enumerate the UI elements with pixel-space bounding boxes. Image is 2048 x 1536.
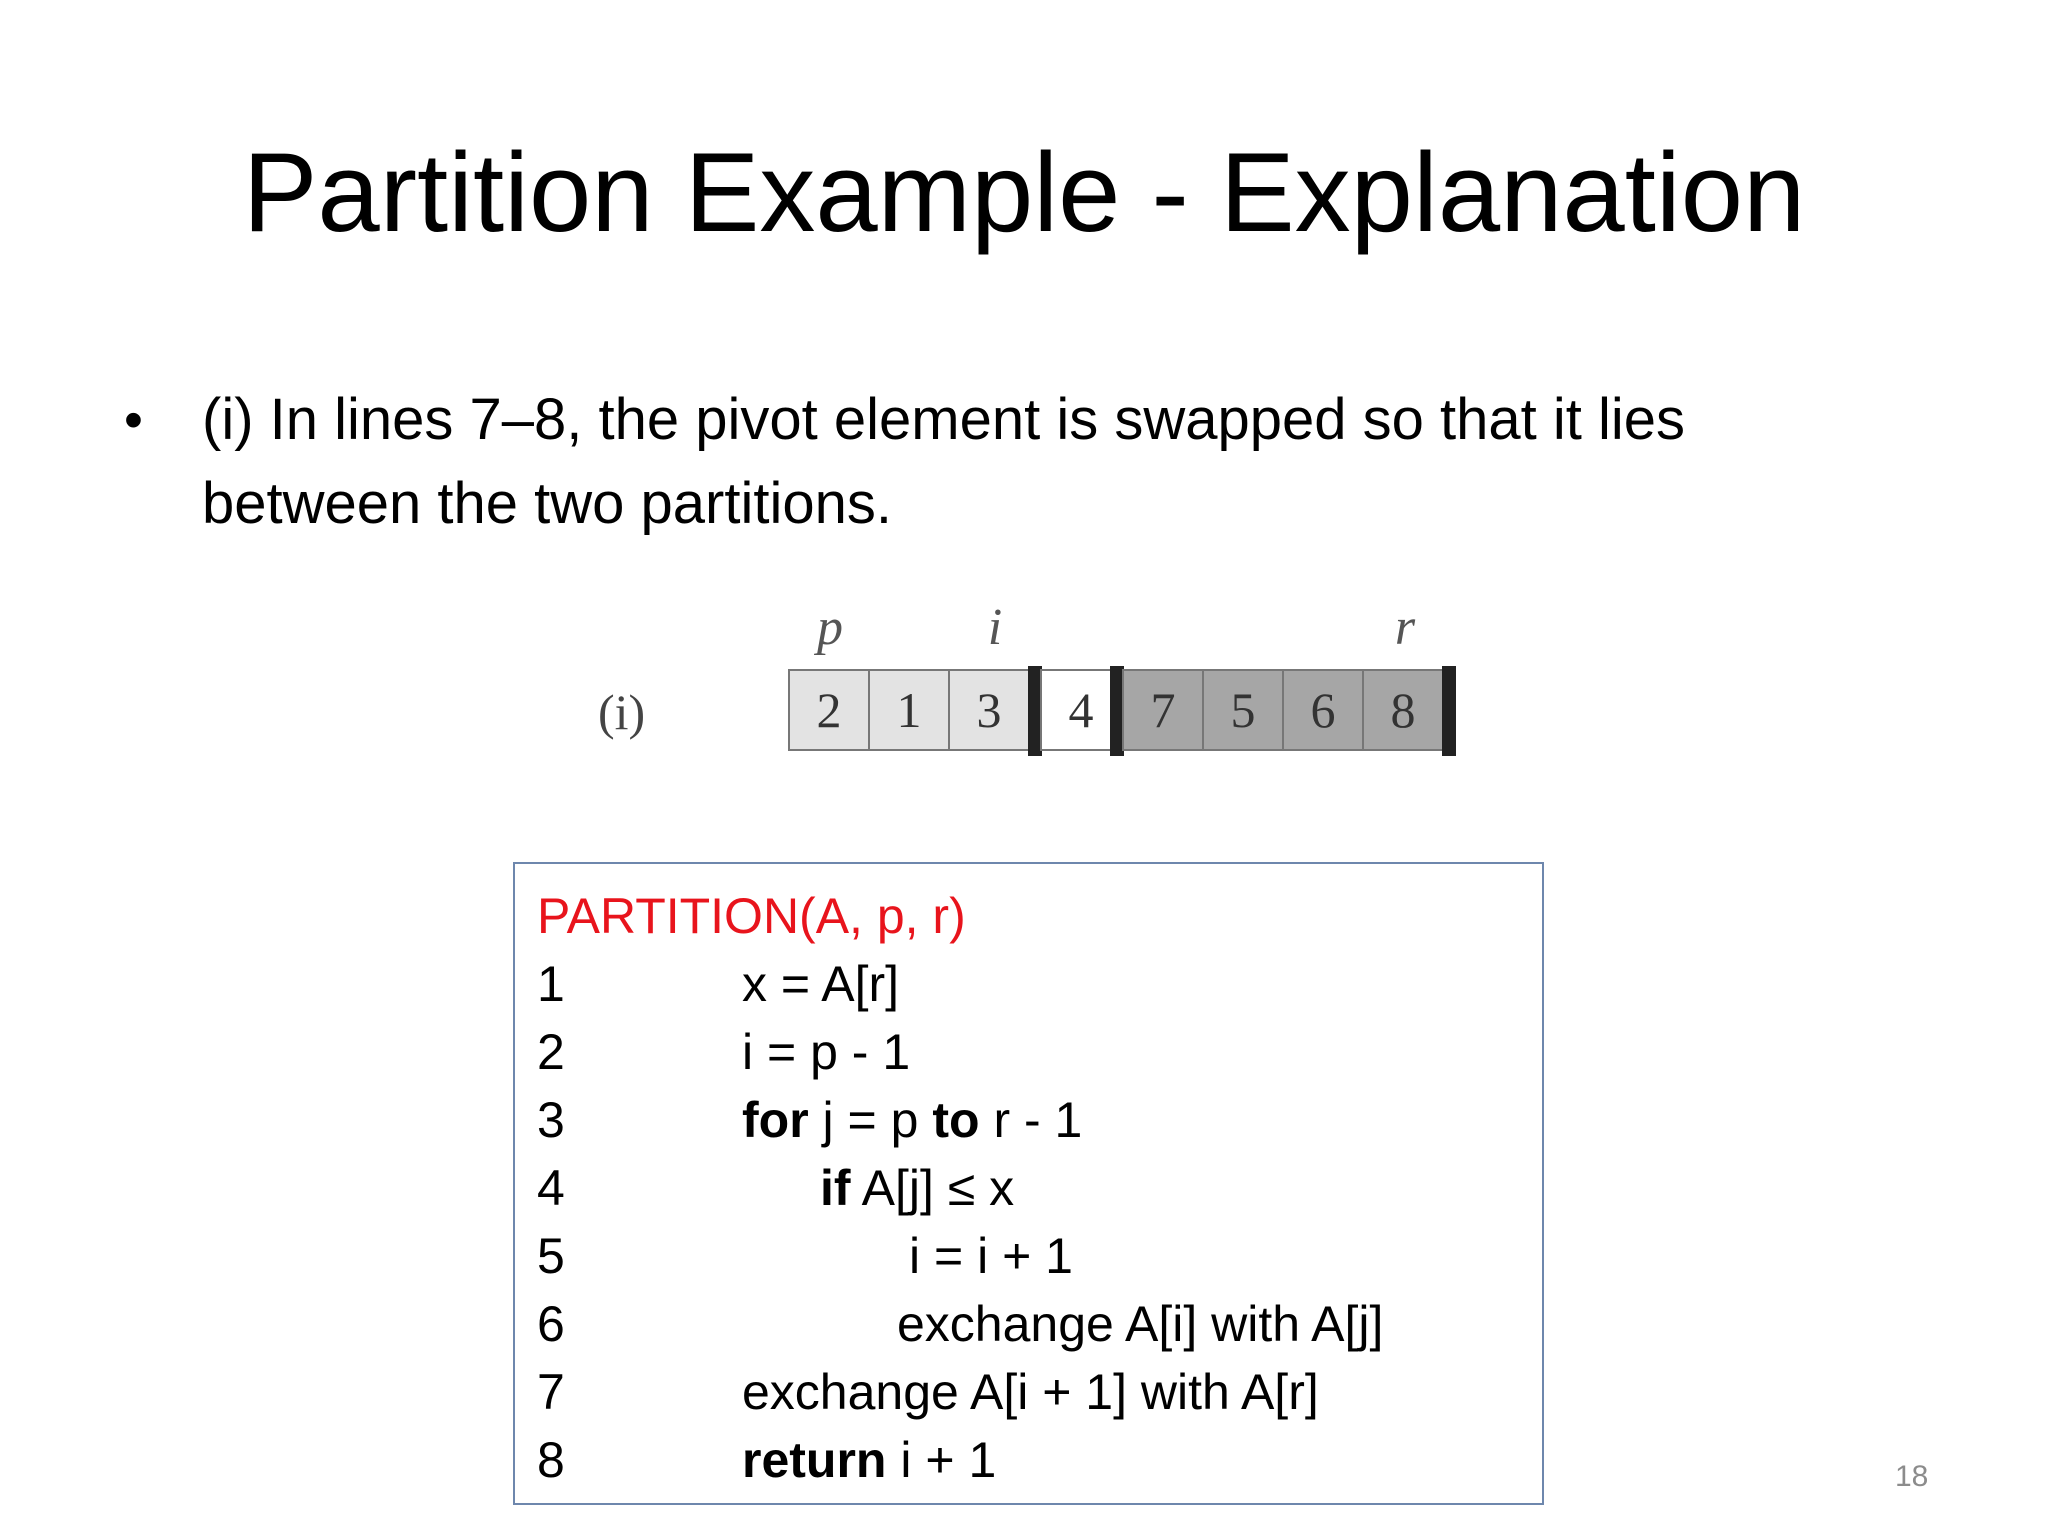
bullet-text: (i) In lines 7–8, the pivot element is swapped so that it lies between the two partitions. [202,387,1685,536]
array-row [788,669,1452,755]
array-cell: 8 [1362,669,1444,751]
line-number: 8 [537,1432,565,1488]
line-number: 6 [537,1296,565,1352]
bullet-dot: • [124,390,143,450]
code-text: j = p [808,1092,933,1148]
array-cell-pivot: 4 [1040,669,1122,751]
code-text: i = p - 1 [742,1024,911,1080]
array-cell: 3 [948,669,1030,751]
pointer-i: i [987,599,1003,656]
line-code [742,1358,1319,1426]
line-number: 2 [537,1024,565,1080]
line-code [742,1018,910,1086]
line-number: 1 [537,956,565,1012]
pseudocode-header: PARTITION(A, p, r) [537,888,966,944]
line-code [820,1154,1014,1222]
array-cell: 5 [1202,669,1284,751]
keyword: return [742,1432,887,1488]
partition-divider [1442,666,1456,756]
line-code [897,1290,1383,1358]
line-number: 3 [537,1092,565,1148]
array-cell: 1 [868,669,950,751]
keyword: for [742,1092,809,1148]
array-cell: 7 [1122,669,1204,751]
code-text: x = A[r] [742,956,900,1012]
pointer-r: r [1394,599,1416,656]
line-code [742,1426,996,1494]
code-text: i = i + 1 [909,1228,1073,1284]
code-text: r - 1 [979,1092,1083,1148]
page-number: 18 [1895,1460,1929,1493]
line-number: 4 [537,1160,565,1216]
line-number: 7 [537,1364,565,1420]
line-number: 5 [537,1228,565,1284]
figure-label: (i) [598,684,646,740]
keyword: to [932,1092,980,1148]
pointer-p: p [817,599,843,656]
keyword: if [820,1160,851,1216]
line-code [742,1086,1082,1154]
slide-title: Partition Example - Explanation [242,130,1806,255]
code-text: i + 1 [886,1432,997,1488]
code-text: A[j] ≤ x [850,1160,1015,1216]
code-text: exchange A[i + 1] with A[r] [742,1364,1319,1420]
array-cell: 2 [788,669,870,751]
code-text: exchange A[i] with A[j] [897,1296,1384,1352]
line-code [742,950,899,1018]
array-cell: 6 [1282,669,1364,751]
pseudocode-box [513,862,1544,1505]
line-code [909,1222,1073,1290]
